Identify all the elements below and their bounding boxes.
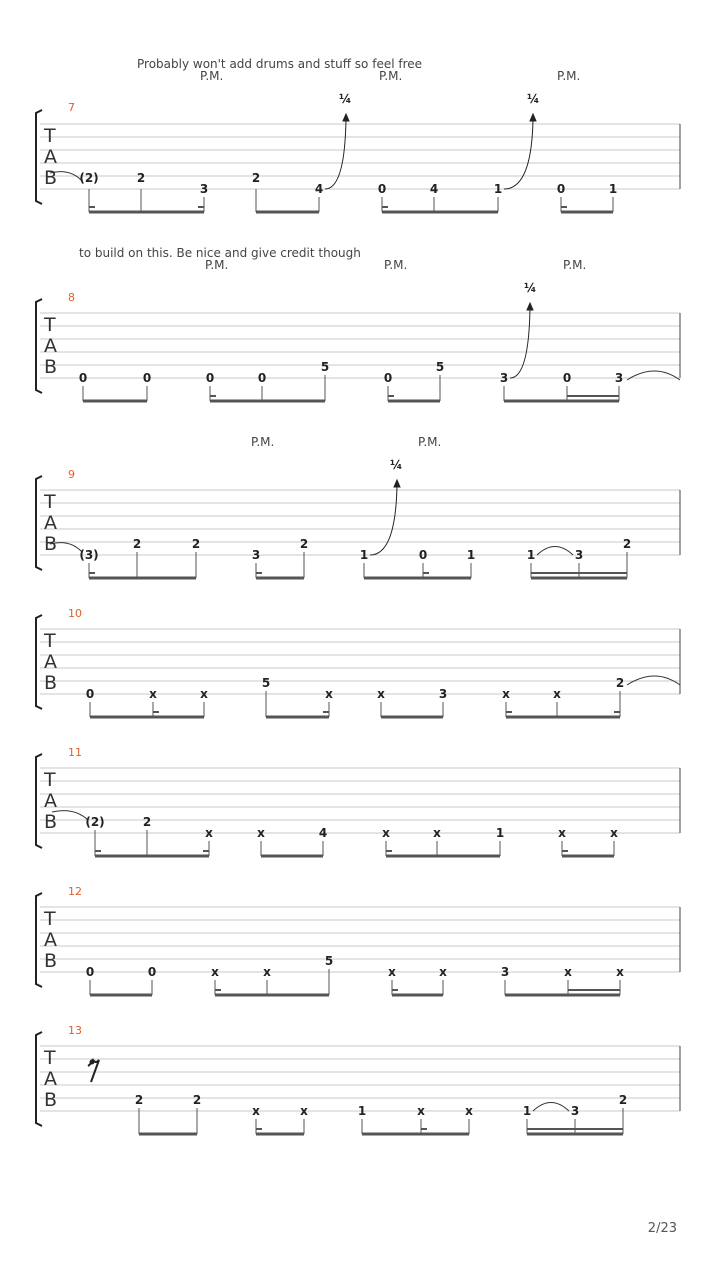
fret-note: x: [553, 687, 561, 701]
rhythm-beams: [90, 691, 620, 717]
bend-amount: ¼: [524, 281, 537, 295]
tab-clef-b: B: [44, 950, 58, 972]
fret-note: 1: [522, 1104, 532, 1118]
fret-note: 3: [499, 371, 509, 385]
fret-note: 1: [466, 548, 476, 562]
measure-number: 8: [68, 291, 75, 304]
system-measure-10: [36, 607, 680, 717]
fret-note: 5: [320, 360, 330, 374]
system-measure-11: [36, 746, 680, 856]
fret-note: 3: [438, 687, 448, 701]
tab-clef-t: T: [44, 769, 56, 791]
fret-note: 0: [418, 548, 428, 562]
rhythm-beams: [95, 830, 614, 856]
measure-number: 13: [68, 1024, 82, 1037]
fret-note: 3: [574, 548, 584, 562]
fret-note: 1: [357, 1104, 367, 1118]
staff-lines: [40, 907, 680, 972]
tie-arc: [533, 1103, 569, 1112]
rhythm-beams: [139, 1108, 623, 1134]
palm-mute-label: P.M.: [384, 258, 408, 272]
measure-number: 10: [68, 607, 82, 620]
bend-amount: ¼: [390, 458, 403, 472]
bend-arrow: [370, 480, 400, 555]
fret-note: x: [257, 826, 265, 840]
palm-mute-label: P.M.: [251, 435, 275, 449]
fret-note: x: [433, 826, 441, 840]
fret-note: 5: [324, 954, 334, 968]
rhythm-beams: [89, 189, 613, 212]
fret-note: x: [610, 826, 618, 840]
fret-note: 2: [251, 171, 261, 185]
fret-note: 0: [377, 182, 387, 196]
lyric-text: to build on this. Be nice and give credit though: [79, 246, 361, 260]
tab-clef-a: A: [44, 790, 57, 812]
bend-arrow: [510, 303, 533, 378]
fret-note: x: [325, 687, 333, 701]
fret-note: (2): [85, 815, 105, 829]
fret-note: x: [558, 826, 566, 840]
fret-note: 2: [299, 537, 309, 551]
tab-clef-b: B: [44, 1089, 58, 1111]
fret-note: 0: [85, 965, 95, 979]
staff-lines: [40, 629, 680, 694]
eighth-rest-dot: [90, 1060, 95, 1065]
measure-number: 12: [68, 885, 82, 898]
staff-lines: [40, 768, 680, 833]
palm-mute-label: P.M.: [418, 435, 442, 449]
fret-note: x: [300, 1104, 308, 1118]
fret-note: 0: [78, 371, 88, 385]
fret-note: 5: [435, 360, 445, 374]
fret-note: 2: [192, 1093, 202, 1107]
fret-note: 3: [500, 965, 510, 979]
fret-note: 0: [147, 965, 157, 979]
palm-mute-label: P.M.: [557, 69, 581, 83]
fret-note: 3: [199, 182, 209, 196]
bend-amount: ¼: [527, 92, 540, 106]
tab-clef-a: A: [44, 929, 57, 951]
tab-clef-b: B: [44, 672, 58, 694]
bend-arrow: [325, 114, 536, 189]
tab-clef-t: T: [44, 630, 56, 652]
system-measure-13: [36, 1024, 680, 1134]
fret-note: 1: [608, 182, 618, 196]
tie-arc: [52, 811, 88, 820]
fret-note: 1: [493, 182, 503, 196]
rhythm-beams: [83, 375, 619, 401]
fret-note: 1: [526, 548, 536, 562]
system-measure-8: [36, 246, 680, 401]
fret-note: 0: [205, 371, 215, 385]
fret-note: 2: [622, 537, 632, 551]
tab-clef-t: T: [44, 314, 56, 336]
fret-note: 2: [191, 537, 201, 551]
fret-note: x: [205, 826, 213, 840]
fret-note: 2: [134, 1093, 144, 1107]
palm-mute-label: P.M.: [205, 258, 229, 272]
fret-note: x: [616, 965, 624, 979]
palm-mute-label: P.M.: [563, 258, 587, 272]
tab-clef-b: B: [44, 811, 58, 833]
rhythm-beams: [90, 969, 620, 995]
fret-note: 0: [257, 371, 267, 385]
system-measure-9: [36, 435, 680, 578]
palm-mute-label: P.M.: [200, 69, 224, 83]
tie-arc: [627, 371, 680, 380]
fret-note: x: [417, 1104, 425, 1118]
page-number: 2/23: [647, 1221, 677, 1236]
fret-note: 0: [556, 182, 566, 196]
fret-note: 2: [615, 676, 625, 690]
tie-arc: [537, 547, 573, 556]
palm-mute-label: P.M.: [379, 69, 403, 83]
fret-note: 2: [132, 537, 142, 551]
tab-clef-b: B: [44, 533, 58, 555]
fret-note: 4: [429, 182, 439, 196]
rhythm-beams: [89, 552, 627, 578]
fret-note: x: [149, 687, 157, 701]
measure-number: 7: [68, 101, 75, 114]
fret-note: x: [377, 687, 385, 701]
fret-note: x: [252, 1104, 260, 1118]
fret-note: 0: [85, 687, 95, 701]
tab-clef-t: T: [44, 908, 56, 930]
fret-note: 4: [318, 826, 328, 840]
lyric-text: Probably won't add drums and stuff so feel free: [137, 57, 423, 71]
fret-note: 3: [570, 1104, 580, 1118]
tab-clef-t: T: [44, 125, 56, 147]
staff-lines: [40, 313, 680, 378]
fret-note: 5: [261, 676, 271, 690]
fret-note: x: [388, 965, 396, 979]
tab-clef-a: A: [44, 1068, 57, 1090]
fret-note: x: [211, 965, 219, 979]
fret-note: x: [502, 687, 510, 701]
system-measure-12: [36, 885, 680, 995]
fret-note: 3: [251, 548, 261, 562]
fret-note: (2): [79, 171, 99, 185]
tab-clef-a: A: [44, 512, 57, 534]
fret-note: x: [263, 965, 271, 979]
fret-note: 0: [142, 371, 152, 385]
bend-amount: ¼: [339, 92, 352, 106]
fret-note: 2: [618, 1093, 628, 1107]
fret-note: 0: [383, 371, 393, 385]
fret-note: x: [564, 965, 572, 979]
tab-clef-a: A: [44, 651, 57, 673]
fret-note: 4: [314, 182, 324, 196]
tab-clef-t: T: [44, 1047, 56, 1069]
fret-note: 0: [562, 371, 572, 385]
fret-note: (3): [79, 548, 99, 562]
fret-note: x: [439, 965, 447, 979]
fret-note: 3: [614, 371, 624, 385]
tab-clef-a: A: [44, 146, 57, 168]
fret-note: x: [200, 687, 208, 701]
fret-note: 2: [142, 815, 152, 829]
fret-note: x: [465, 1104, 473, 1118]
fret-note: x: [382, 826, 390, 840]
tab-clef-b: B: [44, 356, 58, 378]
measure-number: 11: [68, 746, 82, 759]
fret-note: 1: [495, 826, 505, 840]
measure-number: 9: [68, 468, 75, 481]
tab-clef-b: B: [44, 167, 58, 189]
fret-note: 2: [136, 171, 146, 185]
fret-note: 1: [359, 548, 369, 562]
system-measure-7: [36, 57, 680, 212]
tab-clef-a: A: [44, 335, 57, 357]
tab-clef-t: T: [44, 491, 56, 513]
